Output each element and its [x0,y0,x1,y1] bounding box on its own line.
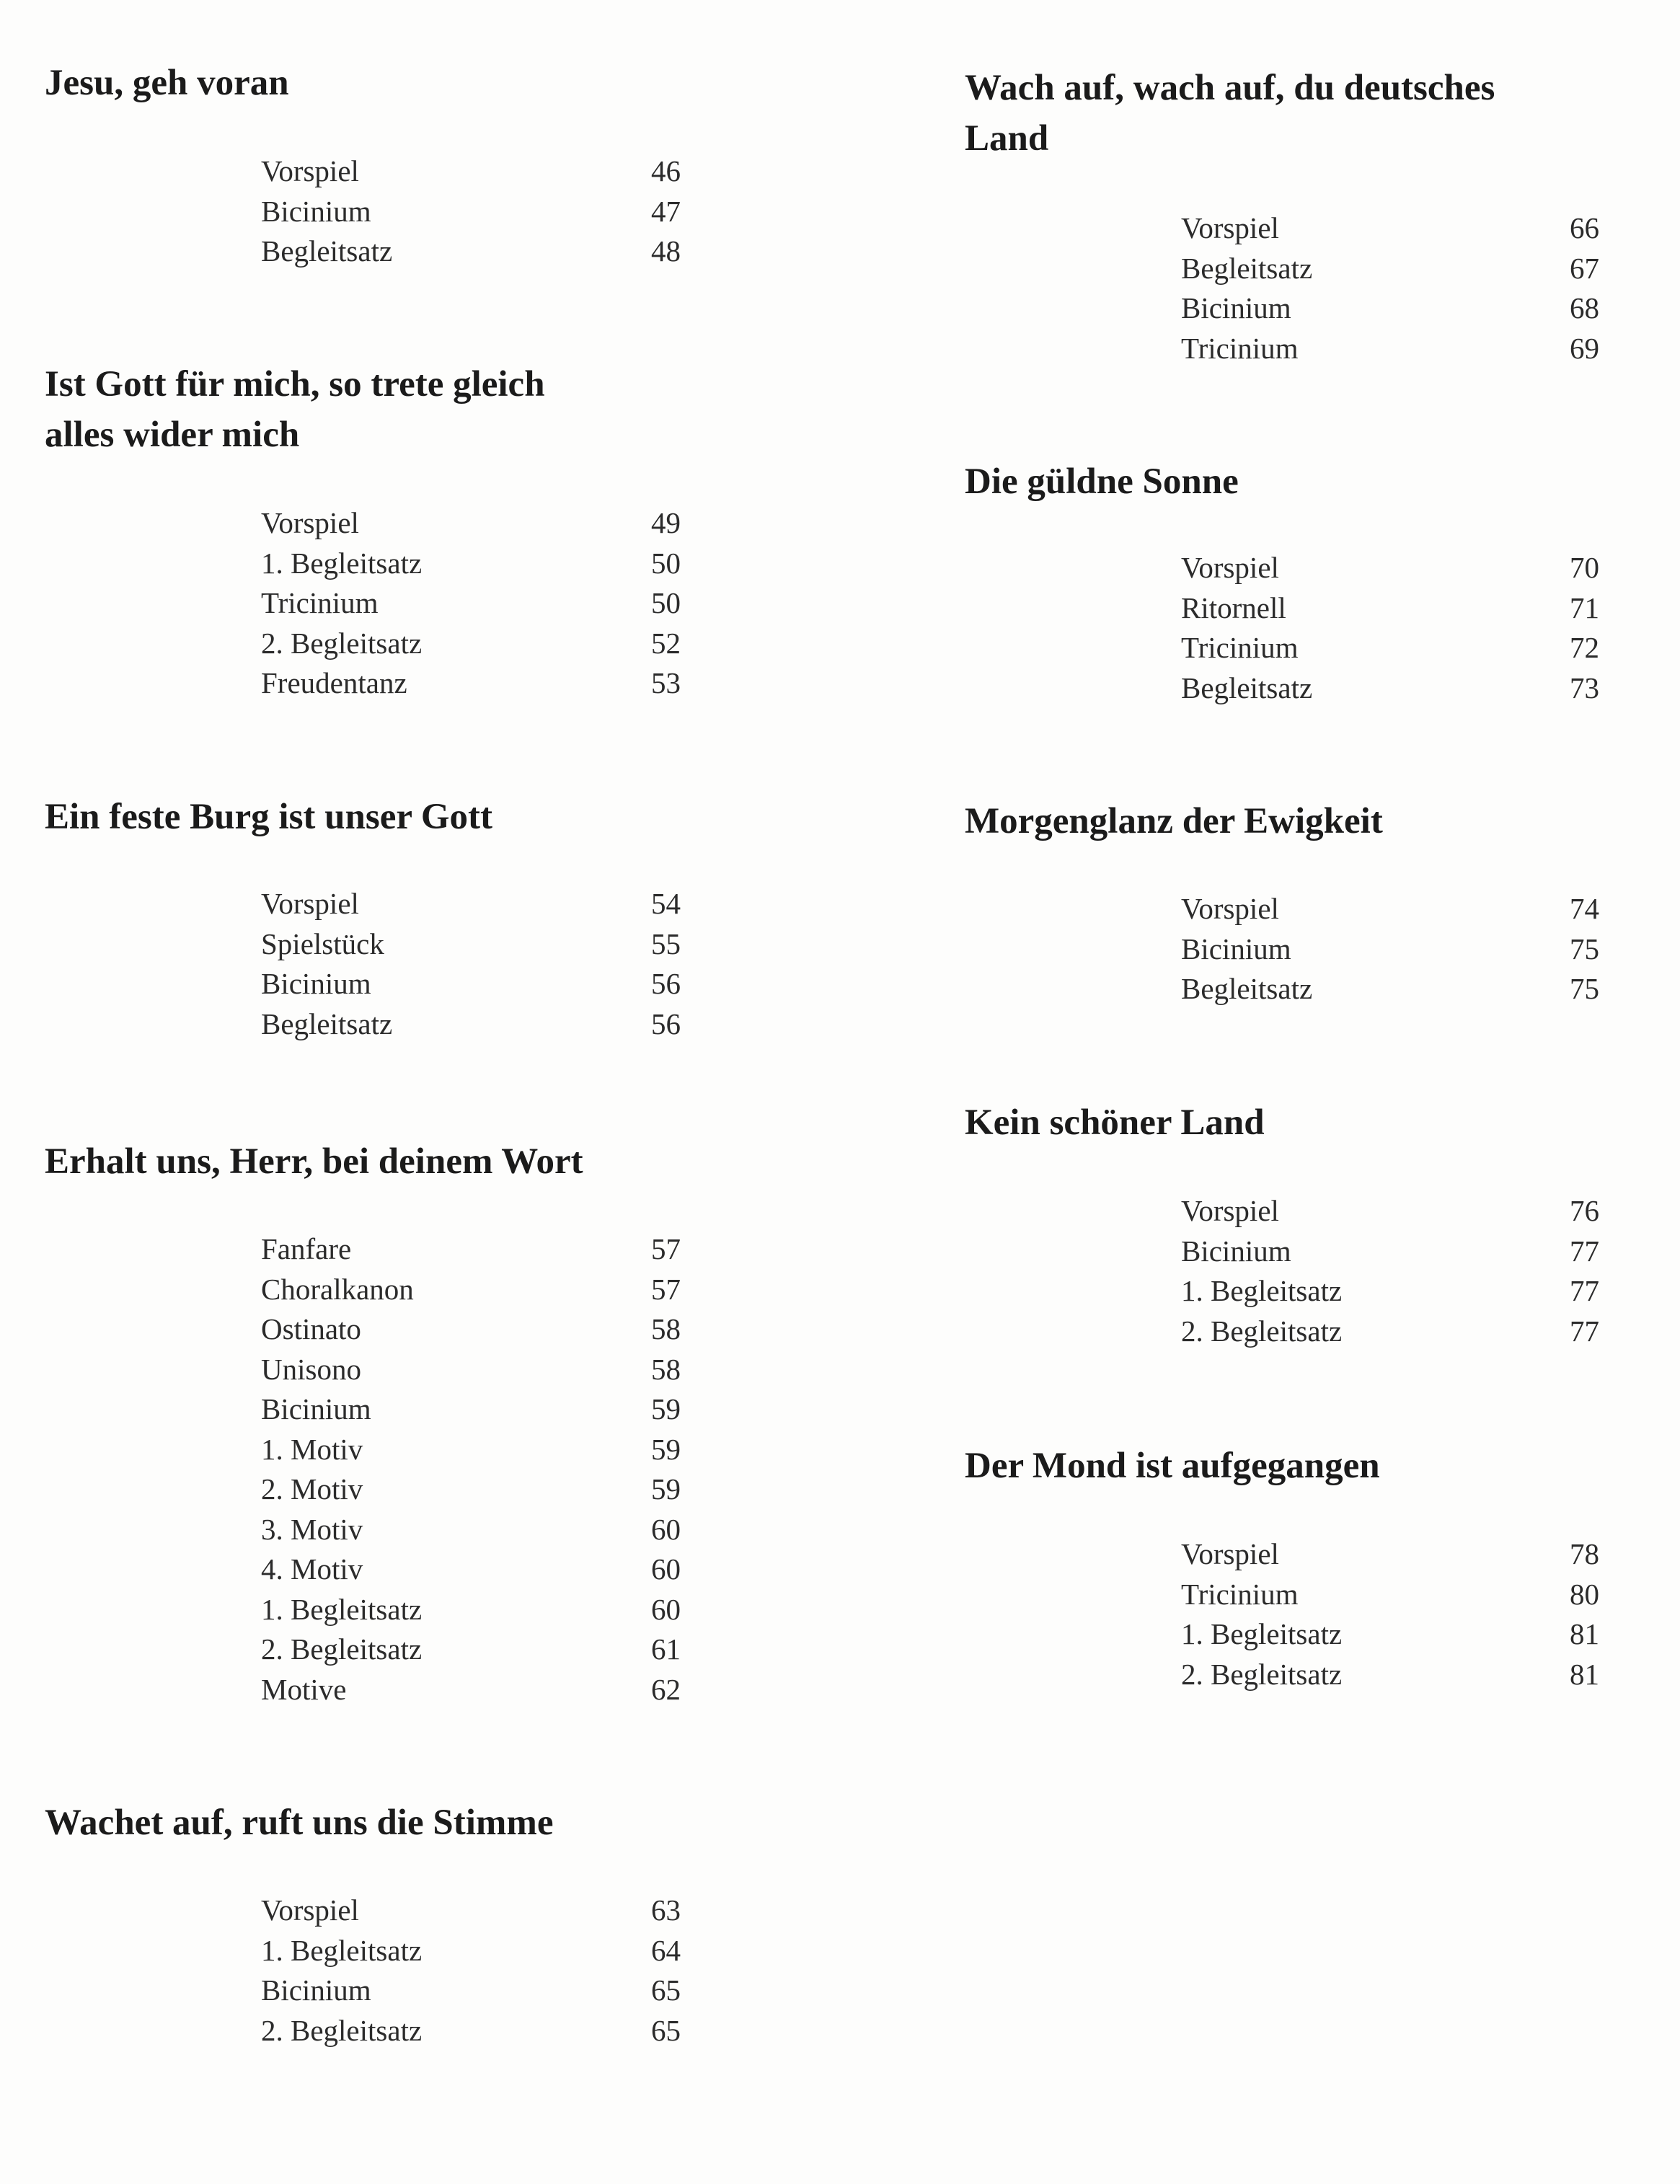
toc-entry [1181,889,1599,929]
entry-title: Vorspiel [1181,1194,1279,1227]
section-heading-ist-gott-fuer-mich-so-trete-gleich-alles-wider-mich [45,359,545,460]
entry-title: 2. Begleitsatz [1181,1314,1343,1348]
entry-page-number: 57 [651,1272,681,1306]
toc-entry [1181,969,1599,1009]
toc-entry [261,1510,681,1550]
entry-title: 2. Begleitsatz [261,1632,423,1666]
toc-entry [261,1270,681,1310]
toc-entry [1181,1191,1599,1232]
entry-page-number: 57 [651,1232,681,1265]
toc-entry [1181,1312,1599,1352]
toc-entry [1181,1655,1599,1695]
entry-page-number: 46 [651,154,681,187]
entry-page-number: 77 [1570,1314,1599,1348]
entry-page-number: 56 [651,1007,681,1040]
entry-page-number: 77 [1570,1234,1599,1268]
entry-page-number: 72 [1570,631,1599,664]
entry-title: Vorspiel [261,887,359,920]
entry-page-number: 59 [651,1432,681,1466]
toc-entry [1181,249,1599,289]
section-heading-line: Ist Gott für mich, so trete gleich [45,364,545,404]
toc-entry [261,1229,681,1270]
section-heading-line: alles wider mich [45,415,300,455]
section-entry-list [261,1891,681,2051]
entry-title: Begleitsatz [1181,972,1313,1005]
entry-page-number: 54 [651,887,681,920]
toc-entry [261,583,681,624]
toc-entry [261,1430,681,1470]
toc-entry [1181,1575,1599,1615]
entry-page-number: 65 [651,2013,681,2047]
section-entry-list [261,1229,681,1710]
toc-entry [1181,548,1599,588]
section-entry-list [261,503,681,704]
entry-title: Bicinium [261,967,371,1000]
toc-entry [261,1350,681,1390]
entry-title: Begleitsatz [1181,251,1313,285]
toc-entry [1181,628,1599,668]
entry-title: Bicinium [261,1973,371,2007]
entry-title: 1. Begleitsatz [1181,1617,1343,1650]
entry-page-number: 78 [1570,1537,1599,1570]
entry-title: Unisono [261,1352,361,1386]
entry-title: Tricinium [261,586,379,619]
entry-page-number: 59 [651,1392,681,1425]
section-heading-line: Der Mond ist aufgegangen [965,1446,1380,1486]
toc-entry [261,1670,681,1710]
entry-page-number: 60 [651,1552,681,1586]
entry-page-number: 80 [1570,1577,1599,1611]
section-heading-ein-feste-burg-ist-unser-gott [45,792,492,842]
entry-page-number: 61 [651,1632,681,1666]
toc-entry [261,2011,681,2051]
toc-entry [261,1590,681,1630]
entry-title: Ritornell [1181,591,1286,624]
entry-title: Spielstück [261,927,384,960]
entry-title: Vorspiel [261,506,359,539]
entry-title: 1. Begleitsatz [1181,1274,1343,1307]
entry-title: 1. Begleitsatz [261,1933,423,1967]
entry-title: Vorspiel [1181,892,1279,925]
toc-entry [261,924,681,965]
entry-page-number: 64 [651,1933,681,1967]
section-entry-list [1181,1191,1599,1351]
section-entry-list [1181,1534,1599,1694]
section-heading-wach-auf-wach-auf-du-deutsches-land [965,63,1495,164]
section-heading-line: Ein feste Burg ist unser Gott [45,797,492,837]
toc-entry [1181,1614,1599,1655]
toc-entry [1181,668,1599,709]
toc-entry [261,544,681,584]
entry-title: Freudentanz [261,666,407,699]
entry-title: Tricinium [1181,631,1299,664]
section-heading-die-gueldne-sonne [965,456,1239,507]
entry-page-number: 81 [1570,1617,1599,1650]
entry-page-number: 74 [1570,892,1599,925]
section-heading-line: Kein schöner Land [965,1102,1265,1143]
toc-entry [1181,288,1599,329]
entry-title: Vorspiel [261,154,359,187]
section-entry-list [261,884,681,1044]
entry-title: 1. Begleitsatz [261,546,423,580]
entry-title: Vorspiel [261,1893,359,1927]
entry-title: 1. Motiv [261,1432,363,1466]
entry-title: Bicinium [1181,291,1291,324]
entry-page-number: 63 [651,1893,681,1927]
entry-title: 1. Begleitsatz [261,1592,423,1626]
entry-title: 2. Begleitsatz [1181,1657,1343,1691]
entry-page-number: 50 [651,586,681,619]
section-entry-list [1181,548,1599,708]
toc-entry [261,1931,681,1971]
entry-page-number: 49 [651,506,681,539]
entry-title: Begleitsatz [261,234,393,268]
toc-entry [1181,588,1599,629]
entry-title: Bicinium [261,1392,371,1425]
section-heading-line: Land [965,118,1049,159]
toc-entry [261,884,681,924]
entry-page-number: 66 [1570,211,1599,244]
toc-entry [261,503,681,544]
entry-page-number: 68 [1570,291,1599,324]
toc-entry [261,1971,681,2011]
toc-entry [261,1891,681,1931]
entry-page-number: 58 [651,1352,681,1386]
section-heading-der-mond-ist-aufgegangen [965,1441,1380,1491]
entry-page-number: 60 [651,1592,681,1626]
section-heading-line: Die güldne Sonne [965,461,1239,502]
entry-title: Ostinato [261,1312,361,1345]
entry-title: Vorspiel [1181,551,1279,584]
entry-page-number: 75 [1570,932,1599,965]
section-heading-erhalt-uns-herr-bei-deinem-wort [45,1136,583,1187]
entry-title: Bicinium [261,194,371,228]
entry-title: Vorspiel [1181,211,1279,244]
entry-page-number: 73 [1570,671,1599,704]
toc-entry [261,1309,681,1350]
entry-title: Tricinium [1181,1577,1299,1611]
toc-entry [261,964,681,1004]
section-heading-jesu-geh-voran [45,58,289,108]
entry-page-number: 60 [651,1512,681,1546]
toc-entry [1181,1232,1599,1272]
entry-page-number: 55 [651,927,681,960]
entry-page-number: 53 [651,666,681,699]
toc-entry [261,1630,681,1670]
entry-page-number: 75 [1570,972,1599,1005]
entry-page-number: 48 [651,234,681,268]
entry-page-number: 62 [651,1672,681,1706]
entry-title: 4. Motiv [261,1552,363,1586]
entry-page-number: 56 [651,967,681,1000]
entry-page-number: 67 [1570,251,1599,285]
section-entry-list [261,151,681,272]
section-heading-wachet-auf-ruft-uns-die-stimme [45,1798,553,1848]
toc-entry [1181,329,1599,369]
entry-page-number: 59 [651,1472,681,1506]
entry-title: 2. Motiv [261,1472,363,1506]
toc-entry [1181,1271,1599,1312]
toc-entry [1181,1534,1599,1575]
toc-entry [261,1549,681,1590]
toc-entry [261,1389,681,1430]
entry-page-number: 71 [1570,591,1599,624]
toc-entry [261,231,681,272]
toc-entry [1181,208,1599,249]
entry-page-number: 58 [651,1312,681,1345]
entry-page-number: 47 [651,194,681,228]
toc-entry [261,1004,681,1045]
entry-title: Begleitsatz [1181,671,1313,704]
entry-page-number: 50 [651,546,681,580]
entry-page-number: 77 [1570,1274,1599,1307]
entry-title: Bicinium [1181,932,1291,965]
toc-entry [261,1469,681,1510]
entry-page-number: 76 [1570,1194,1599,1227]
entry-page-number: 52 [651,626,681,660]
entry-title: Tricinium [1181,331,1299,365]
section-heading-morgenglanz-der-ewigkeit [965,796,1383,846]
toc-entry [261,663,681,704]
entry-page-number: 65 [651,1973,681,2007]
entry-title: 2. Begleitsatz [261,626,423,660]
section-heading-kein-schoener-land [965,1097,1265,1148]
toc-entry [261,192,681,232]
entry-page-number: 81 [1570,1657,1599,1691]
entry-title: Begleitsatz [261,1007,393,1040]
toc-entry [261,624,681,664]
section-heading-line: Wachet auf, ruft uns die Stimme [45,1803,554,1843]
entry-title: 3. Motiv [261,1512,363,1546]
entry-title: 2. Begleitsatz [261,2013,423,2047]
section-heading-line: Morgenglanz der Ewigkeit [965,801,1383,841]
section-heading-line: Jesu, geh voran [45,63,289,103]
section-entry-list [1181,889,1599,1009]
section-entry-list [1181,208,1599,368]
toc-entry [261,151,681,192]
entry-page-number: 69 [1570,331,1599,365]
entry-title: Bicinium [1181,1234,1291,1268]
entry-title: Vorspiel [1181,1537,1279,1570]
entry-title: Choralkanon [261,1272,414,1306]
section-heading-line: Erhalt uns, Herr, bei deinem Wort [45,1141,583,1182]
entry-title: Motive [261,1672,347,1706]
toc-entry [1181,929,1599,970]
entry-title: Fanfare [261,1232,352,1265]
section-heading-line: Wach auf, wach auf, du deutsches [965,68,1495,108]
entry-page-number: 70 [1570,551,1599,584]
